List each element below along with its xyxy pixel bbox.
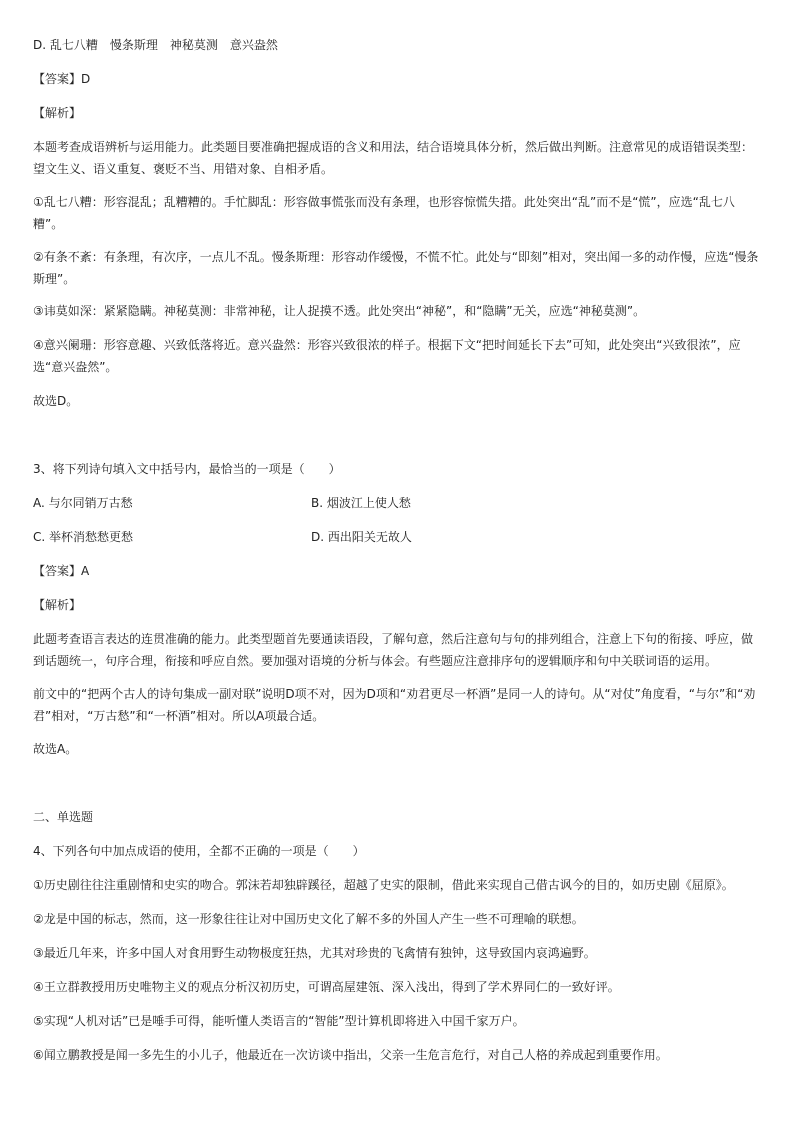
q2-option-d: D. 乱七八糟 慢条斯理 神秘莫测 意兴盎然 [33,38,278,52]
q3-answer: 【答案】A [33,564,90,578]
q4-sentence-4: ④王立群教授用历史唯物主义的观点分析汉初历史，可谓高屋建瓴、深入浅出，得到了学术界同仁的一致好评。 [33,980,620,994]
q3-option-c: C. 举杯消愁愁更愁 [33,530,134,544]
q2-conclusion: 故选D。 [33,394,79,408]
q2-item-3: ③讳莫如深：紧紧隐瞒。神秘莫测：非常神秘，让人捉摸不透。此处突出“神秘”，和“隐瞒”无关，应选“神秘莫测”。 [33,304,646,318]
q2-item-4: ④意兴阑珊：形容意趣、兴致低落将近。意兴盎然：形容兴致很浓的样子。根据下文“把时间延长下去”可知，此处突出“兴致很浓”，应选“意兴盎然”。 [33,338,741,374]
q2-answer: 【答案】D [33,72,91,86]
q4-stem: 4、下列各句中加点成语的使用，全都不正确的一项是（ ） [33,844,365,858]
q3-analysis-intro: 此题考查语言表达的连贯准确的能力。此类型题首先要通读语段，了解句意，然后注意句与句的排列组合，注意上下句的衔接、呼应，做到话题统一，句序合理，衔接和呼应自然。要加强对语境的分析与体会。有些题应注意排序句的逻辑顺序和句中关联词语的运用。 [33,632,754,668]
q2-analysis-intro: 本题考查成语辨析与运用能力。此类题目要准确把握成语的含义和用法，结合语境具体分析，然后做出判断。注意常见的成语错误类型：望文生义、语义重复、褒贬不当、用错对象、自相矛盾。 [33,140,754,176]
q4-sentence-5: ⑤实现“人机对话”已是唾手可得，能听懂人类语言的“智能”型计算机即将进入中国千家万户。 [33,1014,525,1028]
q4-sentence-1: ①历史剧往往注重剧情和史实的吻合。郭沫若却独辟蹊径，超越了史实的限制，借此来实现自己借古讽今的目的，如历史剧《屈原》。 [33,878,734,892]
q3-stem: 3、将下列诗句填入文中括号内，最恰当的一项是（ ） [33,462,341,476]
q4-sentence-3: ③最近几年来，许多中国人对食用野生动物极度狂热，尤其对珍贵的飞禽情有独钟，这导致国内哀鸿遍野。 [33,946,596,960]
q2-item-1: ①乱七八糟：形容混乱；乱糟糟的。手忙脚乱：形容做事慌张而没有条理，也形容惊慌失措。此处突出“乱”而不是“慌”，应选“乱七八糟”。 [33,195,735,231]
q2-analysis-label: 【解析】 [33,106,82,120]
q3-analysis-label: 【解析】 [33,598,82,612]
q3-option-b: B. 烟波江上使人愁 [311,496,411,510]
q3-option-d: D. 西出阳关无故人 [311,530,412,544]
q3-option-a: A. 与尔同销万古愁 [33,496,133,510]
q4-sentence-6: ⑥闻立鹏教授是闻一多先生的小儿子，他最近在一次访谈中指出，父亲一生危言危行，对自己人格的养成起到重要作用。 [33,1048,668,1062]
q3-conclusion: 故选A。 [33,742,78,756]
section-heading: 二、单选题 [33,810,94,824]
q3-analysis-detail: 前文中的“把两个古人的诗句集成一副对联”说明D项不对，因为D项和“劝君更尽一杯酒”是同一人的诗句。从“对仗”角度看，“与尔”和“劝君”相对，“万古愁”和“一杯酒”相对。所以A项最合适。 [33,687,756,723]
q2-item-2: ②有条不紊：有条理，有次序，一点儿不乱。慢条斯理：形容动作缓慢，不慌不忙。此处与“即刻”相对，突出闻一多的动作慢，应选“慢条斯理”。 [33,250,759,286]
q4-sentence-2: ②龙是中国的标志，然而，这一形象往往让对中国历史文化了解不多的外国人产生一些不可理喻的联想。 [33,912,584,926]
